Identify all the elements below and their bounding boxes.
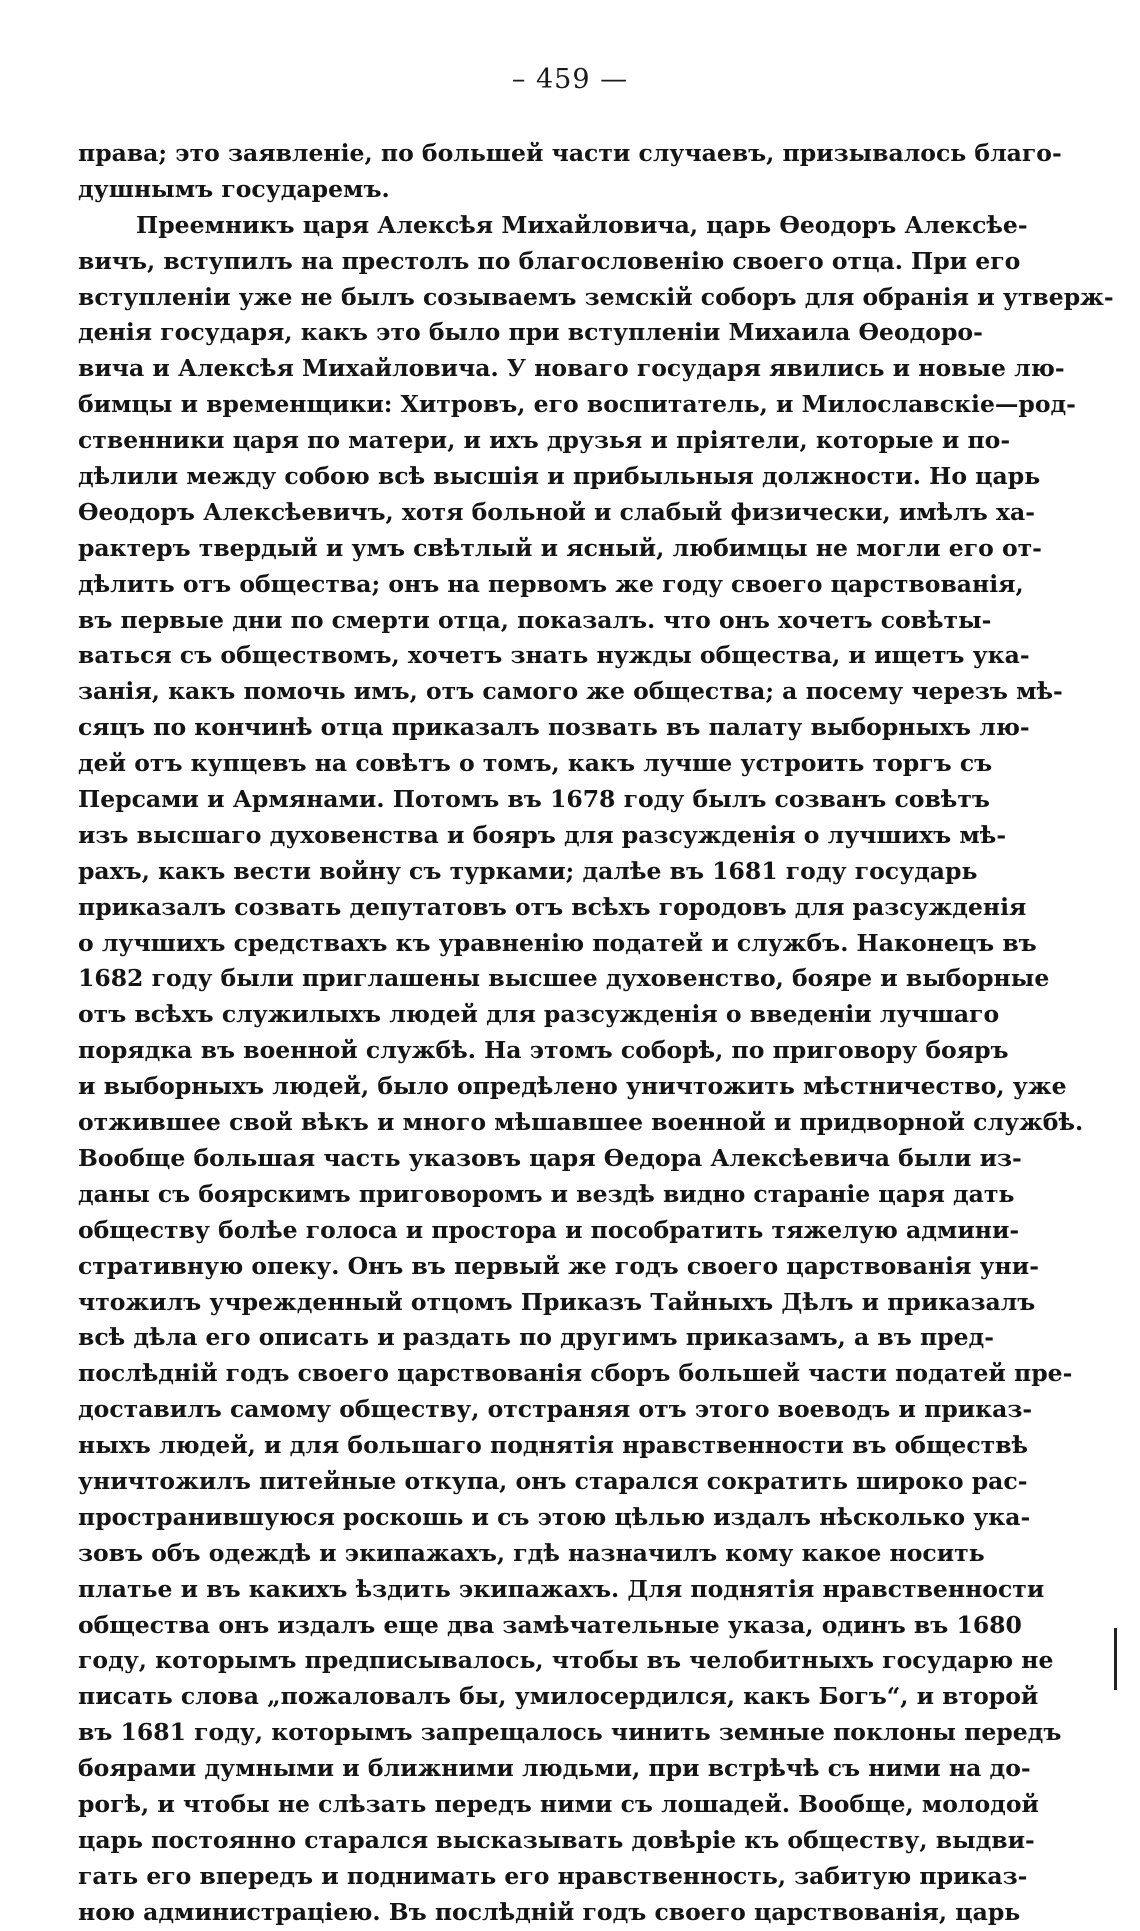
text-line: году, которымъ предписывалось, чтобы въ челобитныхъ государю не: [78, 1646, 1054, 1675]
text-line: въ первые дни по смерти отца, показалъ. что онъ хочетъ совѣты-: [78, 605, 992, 634]
text-line: Ѳеодоръ Алексѣевичъ, хотя больной и слабый физически, имѣлъ ха-: [78, 497, 1035, 526]
text-line: дѣлить отъ общества; онъ на первомъ же году своего царствованія,: [78, 569, 1024, 598]
text-line: всѣ дѣла его описать и раздать по другимъ приказамъ, а въ пред-: [78, 1323, 994, 1352]
text-line: вичъ, вступилъ на престолъ по благословенію своего отца. При его: [78, 246, 1021, 275]
text-line: бимцы и временщики: Хитровъ, его воспитатель, и Милославскіе—род-: [78, 390, 1076, 419]
text-line: послѣдній годъ своего царствованія сборъ большей части податей пре-: [78, 1359, 1073, 1388]
text-line: царь постоянно старался высказывать довѣріе къ обществу, выдви-: [78, 1825, 1035, 1854]
text-line: Преемникъ царя Алексѣя Михайловича, царь Ѳеодоръ Алексѣе-: [136, 210, 1028, 239]
text-line: Вообще большая часть указовъ царя Ѳедора Алексѣевича были из-: [78, 1143, 1022, 1172]
text-line: рактеръ твердый и умъ свѣтлый и ясный, любимцы не могли его от-: [78, 533, 1042, 562]
text-line: дей отъ купцевъ на совѣтъ о томъ, какъ лучше устроить торгъ съ: [78, 749, 993, 778]
text-line: рогѣ, и чтобы не слѣзать передъ ними съ лошадей. Вообще, молодой: [78, 1789, 1039, 1818]
text-line: писать слова „пожаловалъ бы, умилосердился, какъ Богъ“, и второй: [78, 1682, 1039, 1711]
text-line: права; это заявленіе, по большей части случаевъ, призывалось благо-: [78, 139, 1062, 167]
text-line: ныхъ людей, и для большаго поднятія нравственности въ обществѣ: [78, 1431, 1029, 1460]
text-line: 1682 году были приглашены высшее духовенство, бояре и выборные: [78, 964, 1050, 993]
text-line: даны съ боярскимъ приговоромъ и вездѣ видно стараніе царя дать: [78, 1179, 1015, 1208]
text-line: чтожилъ учрежденный отцомъ Приказъ Тайныхъ Дѣлъ и приказалъ: [78, 1287, 1036, 1316]
text-line: рахъ, какъ вести войну съ турками; далѣе въ 1681 году государь: [78, 856, 978, 885]
page-number: – 459 —: [511, 64, 629, 95]
text-line: сяцъ по кончинѣ отца приказалъ позвать въ палату выборныхъ лю-: [78, 713, 1030, 742]
body-text: [78, 136, 1114, 1931]
text-line: боярами думными и ближними людьми, при встрѣчѣ съ ними на до-: [78, 1754, 1031, 1783]
text-line: ваться съ обществомъ, хочетъ знать нужды общества, и ищетъ ука-: [78, 641, 1030, 670]
text-line: уничтожилъ питейные откупа, онъ старался сократить широко рас-: [78, 1466, 1028, 1495]
text-line: ственники царя по матери, и ихъ друзья и пріятели, которые и по-: [78, 426, 1011, 455]
text-line: гать его впередъ и поднимать его нравственность, забитую приказ-: [78, 1861, 1028, 1890]
text-line: и выборныхъ людей, было опредѣлено уничтожить мѣстничество, уже: [78, 1072, 1067, 1101]
text-line: общества онъ издалъ еще два замѣчательные указа, одинъ въ 1680: [78, 1610, 1022, 1639]
text-line: доставилъ самому обществу, отстраняя отъ этого воеводъ и приказ-: [78, 1395, 1033, 1424]
text-line: платье и въ какихъ ѣздить экипажахъ. Для поднятія нравственности: [78, 1574, 1045, 1603]
text-line: пространившуюся роскошь и съ этою цѣлью издалъ нѣсколько ука-: [78, 1502, 1031, 1531]
text-line: зовъ объ одеждѣ и экипажахъ, гдѣ назначилъ кому какое носить: [78, 1538, 985, 1567]
text-line: занія, какъ помочь имъ, отъ самого же общества; а посему черезъ мѣ-: [78, 677, 1063, 706]
text-line: Персами и Армянами. Потомъ въ 1678 году былъ созванъ совѣтъ: [78, 785, 990, 814]
text-line: вступленіи уже не былъ созываемъ земскій соборъ для обранія и утверж-: [78, 282, 1114, 311]
scan-edge-mark: [1114, 1628, 1117, 1690]
text-line: ною администраціею. Въ послѣдній годъ своего царствованія, царь: [78, 1897, 1021, 1926]
text-line: вича и Алексѣя Михайловича. У новаго государя явились и новые лю-: [78, 354, 1065, 383]
text-line: дѣлили между собою всѣ высшія и прибыльныя должности. Но царь: [78, 462, 1041, 491]
text-line: приказалъ созвать депутатовъ отъ всѣхъ городовъ для разсужденія: [78, 892, 1027, 921]
text-line: отъ всѣхъ служилыхъ людей для разсужденія о введеніи лучшаго: [78, 1000, 1000, 1029]
text-line: денія государя, какъ это было при вступленіи Михаила Ѳеодоро-: [78, 318, 983, 347]
text-line: отжившее свой вѣкъ и много мѣшавшее военной и придворной службѣ.: [78, 1108, 1084, 1137]
text-line: порядка въ военной службѣ. На этомъ соборѣ, по приговору бояръ: [78, 1036, 1009, 1065]
text-line: стративную опеку. Онъ въ первый же годъ своего царствованія уни-: [78, 1251, 1039, 1280]
text-line: о лучшихъ средствахъ къ уравненію податей и службъ. Наконецъ въ: [78, 928, 1037, 957]
text-line: душнымъ государемъ.: [78, 174, 390, 203]
text-line: изъ высшаго духовенства и бояръ для разсужденія о лучшихъ мѣ-: [78, 820, 1007, 849]
text-line: обществу болѣе голоса и простора и пособратить тяжелую админи-: [78, 1215, 1020, 1244]
text-line: въ 1681 году, которымъ запрещалось чинить земные поклоны передъ: [78, 1718, 1062, 1747]
